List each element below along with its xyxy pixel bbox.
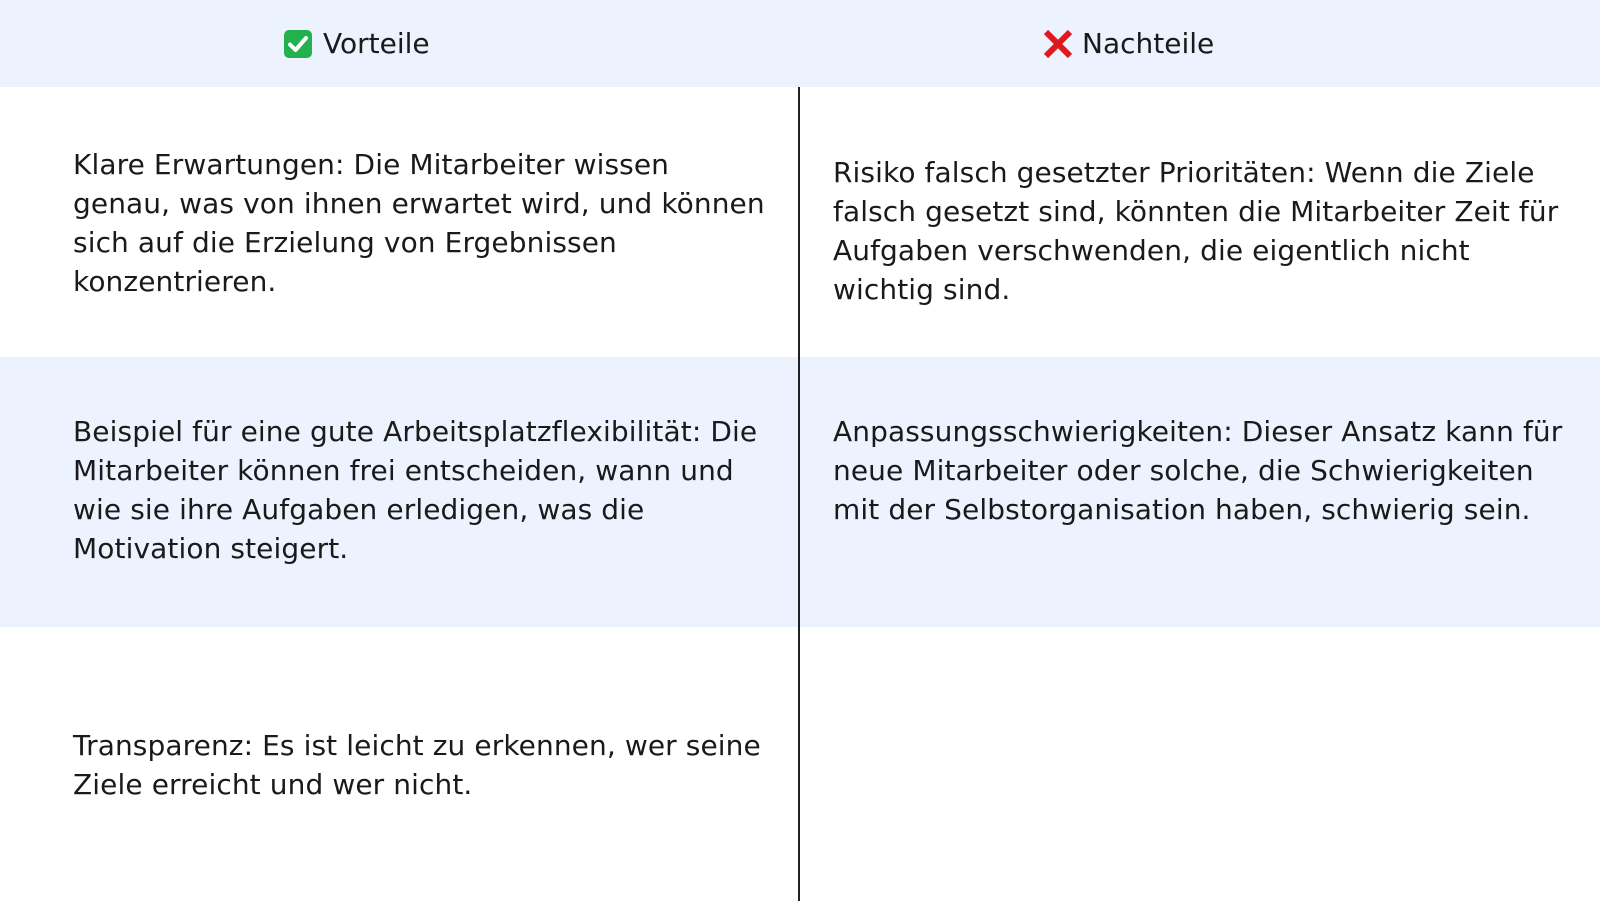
pros-header xyxy=(283,0,430,87)
cons-header xyxy=(1042,0,1214,87)
column-divider xyxy=(798,87,800,901)
con-text: Risiko falsch gesetzter Prioritäten: Wenn die Ziele falsch gesetzt sind, könnten die Mitarbeiter Zeit für Aufgaben verschwenden, die eigentlich nicht wichtig sind. xyxy=(833,156,1559,306)
cons-header-label: Nachteile xyxy=(1082,27,1215,60)
pro-text: Klare Erwartungen: Die Mitarbeiter wissen genau, was von ihnen erwartet wird, und können sich auf die Erzielung von Ergebnissen konzentrieren. xyxy=(73,148,765,298)
pro-cell xyxy=(73,627,773,901)
con-text: Anpassungsschwierigkeiten: Dieser Ansatz kann für neue Mitarbeiter oder solche, die Schwierigkeiten mit der Selbstorganisation haben, schwierig sein. xyxy=(833,415,1563,526)
pro-text: Beispiel für eine gute Arbeitsplatzflexibilität: Die Mitarbeiter können frei entscheiden, wann und wie sie ihre Aufgaben erledigen, was die Motivation steigert. xyxy=(73,415,758,565)
table-row xyxy=(0,87,1600,357)
pro-text: Transparenz: Es ist leicht zu erkennen, wer seine Ziele erreicht und wer nicht. xyxy=(73,729,761,801)
con-cell xyxy=(833,627,1573,901)
table-row xyxy=(0,357,1600,627)
pros-header-label: Vorteile xyxy=(323,27,430,60)
con-cell xyxy=(833,87,1573,357)
x-icon xyxy=(1042,28,1074,60)
con-cell xyxy=(833,357,1573,627)
check-icon xyxy=(283,29,313,59)
pro-cell xyxy=(73,357,773,627)
table-row xyxy=(0,627,1600,901)
pro-cell xyxy=(73,87,773,357)
table-header xyxy=(0,0,1600,87)
